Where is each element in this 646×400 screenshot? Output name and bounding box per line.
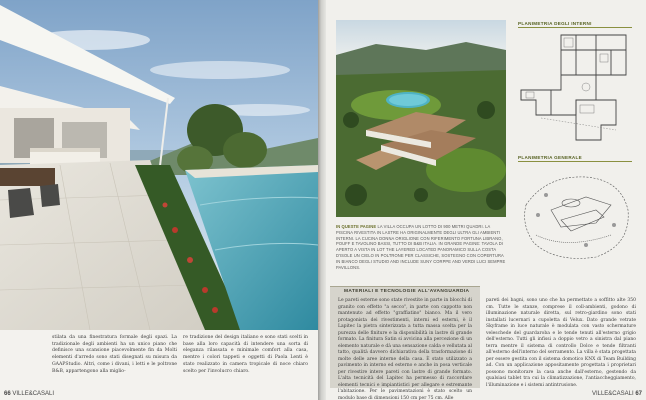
aerial-villa-photo [336, 20, 506, 217]
right-body-column-1 [338, 298, 472, 400]
page-gutter [318, 0, 326, 400]
interior-plan-rule [518, 27, 632, 28]
terrace-pool-photo [0, 0, 318, 330]
left-page [0, 0, 318, 400]
left-body-column-2 [183, 335, 308, 376]
caption-body: LA VILLA OCCUPA UN LOTTO DI 900 METRI QUADRI. LA PISCINA RIVESTITA IN LASTRE HA ORIGINALMENTE DEGLI ULTRA GLI AMBIENTI INTERNI. LA CUCINA DONNA ORIGLIONE CON RIFERIMENTO FORTUNA LIBRANO, POUFF E TAVOLINO BASSI, TUTTO DI B&B ITALIA. IN GRANDE PAGINE: TAVOLA DI APERTO A VISTA IN LOT THE LAYERED LOCATED PANORAMICO SULLA COSTA D'ISOLE UN CIELO IN POLTRONE PER CLASSICHE, SOSTEGNO CON COPERTURA IN BIANCO DEGLI STUDIO AND INCLUDE SUNY CORPPE AND VERDI LUCI SEMPRE PAVILLONS. [336, 224, 506, 270]
right-folio [592, 391, 642, 397]
materials-box-heading: MATERIALI E TECNOLOGIE ALL'AVANGUARDIA [330, 286, 480, 296]
site-plan-label: PLANIMETRIA GENERALE [518, 155, 583, 160]
left-page-number: 66 [4, 391, 11, 397]
right-body-paragraph-1: Le pareti esterne sono state rivestite in parte in blocchi di granito con effetto "a secco", in parte con cappotto non mantenuto ad effetto "graffiatino" bianco. Ma il vero protagonista dei rivestimenti, interni ed esterni, è il Lapitec la pietra sinterizzata a tutta massa scelta per la purezza delle finiture e la disponibilità in lastre di grande formato. La finitura Satin si avvicina alla percezione di un elemento naturale e dà una sensazione calda e vellutata al tatto, qualità davvero dichiarativa della trasformazione di molte delle aree interne della casa. È stato utilizzato a pavimento in interno ed esterno e anche in posa verticale per rivestire intere pareti con lastre di grande formato. L'alta tecnicità del Lapitec ha permesso di raccordare elementi tecnici e impiantistici per allegare e estremante l'abitazione. Per le pavimentazioni è stato scelto un modulo base di dimensioni 150 cm per 75 cm. Alle [338, 298, 472, 400]
left-body-paragraph-2: re tradizione del design italiano e sono stati scelti in base alla loro capacità di intendere una sorta di eleganza rilassata e minimale comfort alla casa, mentre i colori tappeti e oggetti di Paola Lenti è stato realizzato in camera tropicale di noce chiaro scelto per l'involucro chiaro. [183, 335, 308, 374]
left-folio [4, 391, 54, 397]
right-page-number: 67 [635, 391, 642, 397]
photo-caption [336, 224, 506, 270]
left-body-column-1 [52, 335, 177, 376]
site-plan-drawing [516, 165, 636, 265]
right-body-paragraph-2: pareti dei bagni, sono uno che ha permettato a soffitto alte 350 cm. Tutte le stanze, comprese il coll-ambienti, godono di illuminazione naturale diretta, sul retro-giardino sono stati installati lucernari a cupoletta di Velux. Dato grande vetrate Skyframe in luce naturale è modulata con vasto schermature veleschede del guardaroba e le tende tenuti all'esterno grigio dell'esterno. Tutti gli infissi a doppio vetro a sinistra dal piano terra mentre il sistema di controllo Dolce e tende filtranti all'esterno dell'interno del serramento. La villa è stata progettata per essere gestita con il sistema domotico KNX di Team Building ad. Con un applicazione appositamente progettata i proprietari possono monitorare la casa anche dall'esterno, gestendo da qualsiasi tablet tra cui la climatizzazione, l'antiaccheggiamento, l'illuminazione e i sistemi antintrusione. [486, 298, 636, 388]
caption-highlight: IN QUESTE PAGINE [336, 224, 377, 229]
left-magazine-name: VILLE&CASALI [12, 391, 55, 397]
interior-floor-plan [516, 30, 636, 150]
right-page [326, 0, 646, 400]
right-magazine-name: VILLE&CASALI [591, 391, 634, 397]
interior-plan-label: PLANIMETRIA DEGLI INTERNI [518, 21, 592, 26]
left-body-paragraph-1: stilata da una finestratura formale degli spazi. La tradizionale degli ambienti ha un unico piano che definisce una scansione piacevolmente fin da Molti elementi d'arredo sono stati disegnati su misura da GAAPStudio. Altri, come i divani, i letti e le poltrone B&B, appartengono alla miglio- [52, 335, 177, 374]
right-body-column-2 [486, 298, 636, 389]
site-plan-rule [518, 161, 632, 162]
